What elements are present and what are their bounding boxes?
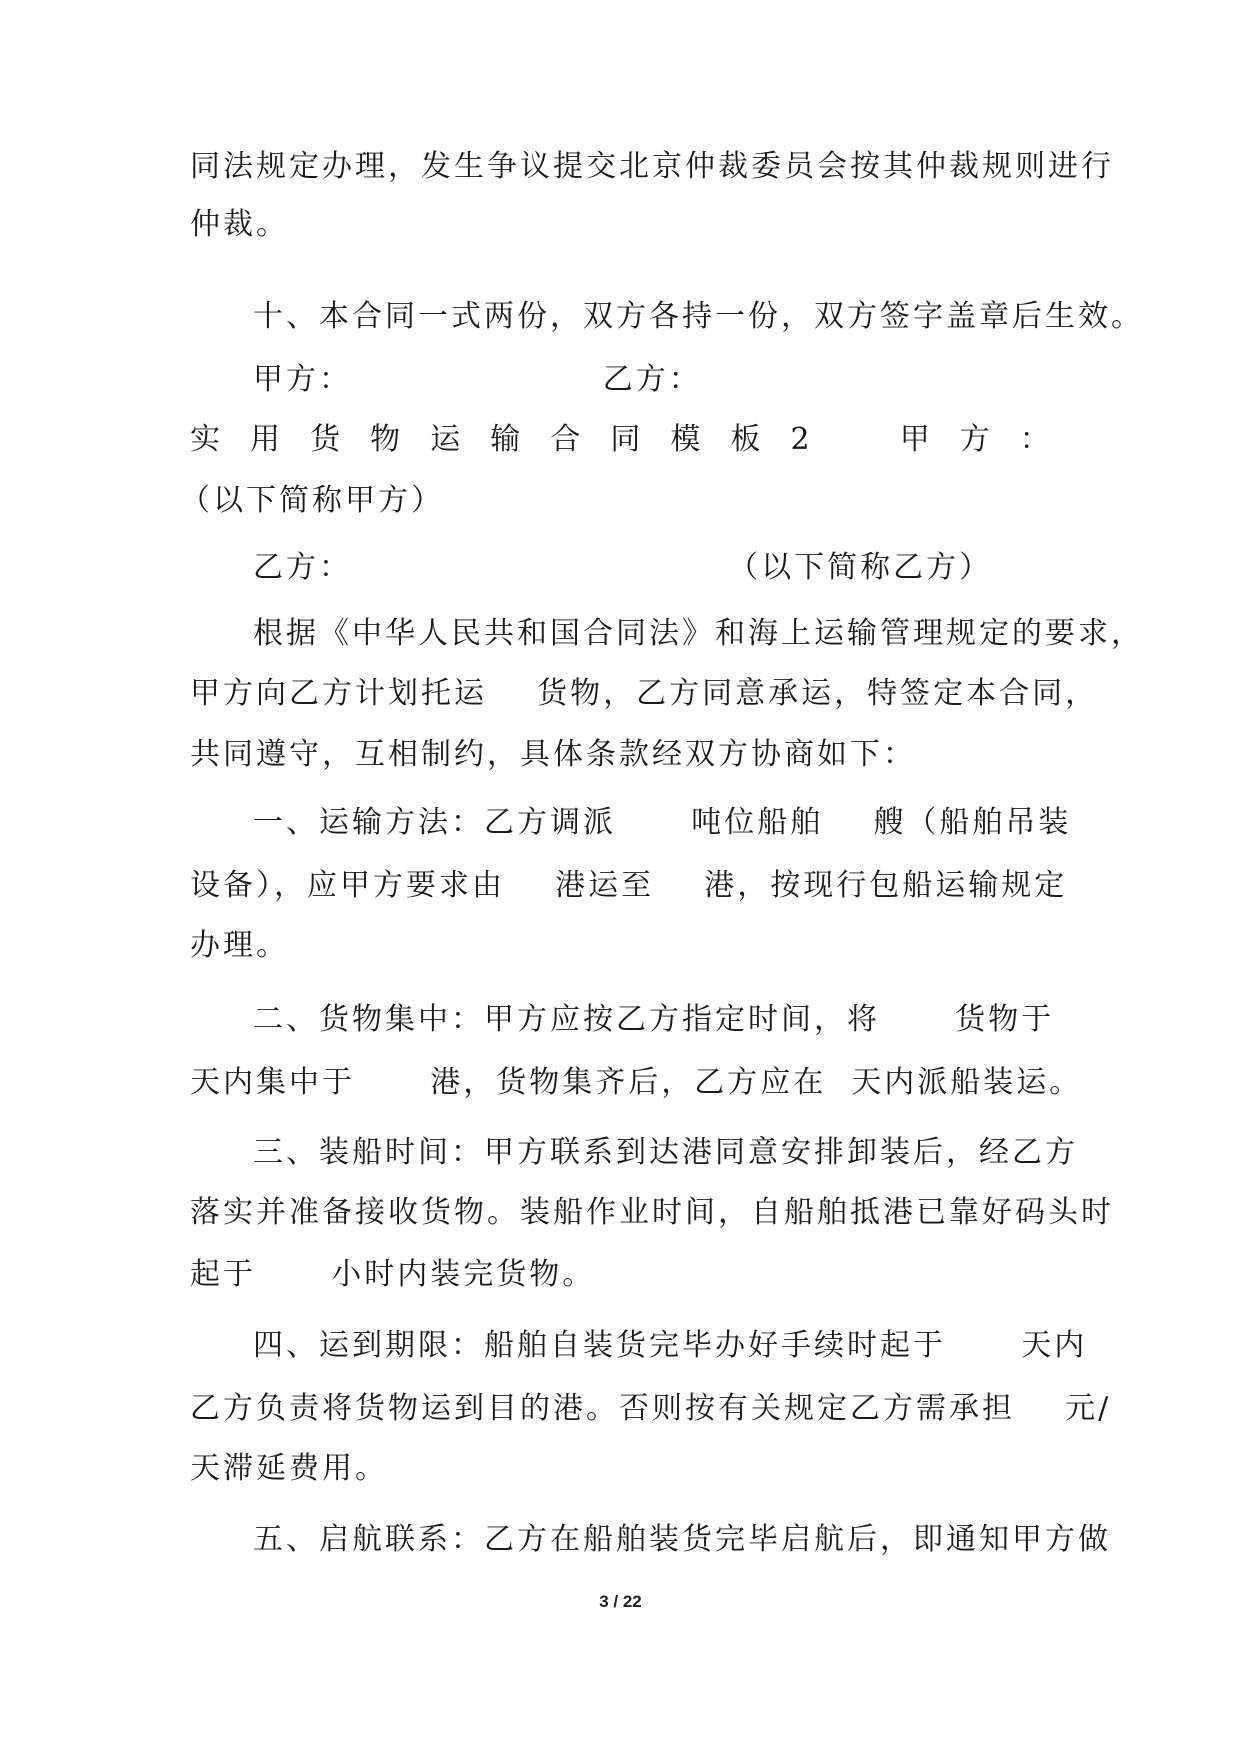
paragraph-line: 根据《中华人民共和国合同法》和海上运输管理规定的要求， (253, 616, 1144, 651)
signature-line: 甲方： 乙方： (253, 362, 702, 397)
paragraph-line: 五、启航联系：乙方在船舶装货完毕启航后，即通知甲方做 (253, 1522, 1111, 1557)
paragraph-line: 二、货物集中：甲方应按乙方指定时间，将 货物于 (253, 1002, 1055, 1037)
paragraph-line: 四、运到期限：船舶自装货完毕办好手续时起于 天内 (253, 1328, 1088, 1363)
template-title-line (190, 420, 1050, 460)
paragraph-line: 甲方向乙方计划托运 货物，乙方同意承运，特签定本合同， (190, 676, 1099, 711)
title-char: 输 (490, 422, 521, 457)
paragraph-line: 设备），应甲方要求由 港运至 港，按现行包船运输规定 (190, 868, 1068, 903)
title-char: 方 (959, 422, 990, 457)
paragraph-line: 共同遵守，互相制约，具体条款经双方协商如下： (190, 737, 916, 772)
title-char: ： (1019, 422, 1050, 457)
title-char: 模 (670, 422, 701, 457)
paragraph-line: 办理。 (190, 928, 289, 963)
paragraph-line: 起于 小时内装完货物。 (190, 1257, 596, 1292)
title-char: 板 (730, 422, 761, 457)
title-char: 运 (430, 422, 461, 457)
paragraph-line: 落实并准备接收货物。装船作业时间，自船舶抵港已靠好码头时 (190, 1195, 1114, 1230)
title-char: 货 (310, 422, 341, 457)
page-number: 3 / 22 (599, 1592, 642, 1611)
title-char: 甲 (899, 422, 930, 457)
paragraph-line: 仲裁。 (190, 207, 289, 242)
paragraph-line: 天滞延费用。 (190, 1451, 388, 1486)
paragraph-line: 同法规定办理，发生争议提交北京仲裁委员会按其仲裁规则进行 (190, 149, 1114, 184)
title-char: 2 (790, 422, 810, 457)
title-char: 合 (550, 422, 581, 457)
paragraph-line: 十、本合同一式两份，双方各持一份，双方签字盖章后生效。 (253, 299, 1144, 334)
paragraph-line: 乙方： （以下简称乙方） (253, 550, 993, 585)
paragraph-line: （以下简称甲方） (180, 483, 444, 518)
paragraph-line: 乙方负责将货物运到目的港。否则按有关规定乙方需承担 元/ (190, 1391, 1112, 1426)
title-char: 用 (250, 422, 281, 457)
title-char: 同 (610, 422, 641, 457)
title-char: 物 (370, 422, 401, 457)
paragraph-line: 天内集中于 港，货物集齐后，乙方应在 天内派船装运。 (190, 1065, 1083, 1100)
paragraph-line: 一、运输方法：乙方调派 吨位船舶 艘（船舶吊装 (253, 805, 1072, 840)
paragraph-line: 三、装船时间：甲方联系到达港同意安排卸装后，经乙方 (253, 1135, 1078, 1170)
title-char: 实 (190, 422, 220, 457)
